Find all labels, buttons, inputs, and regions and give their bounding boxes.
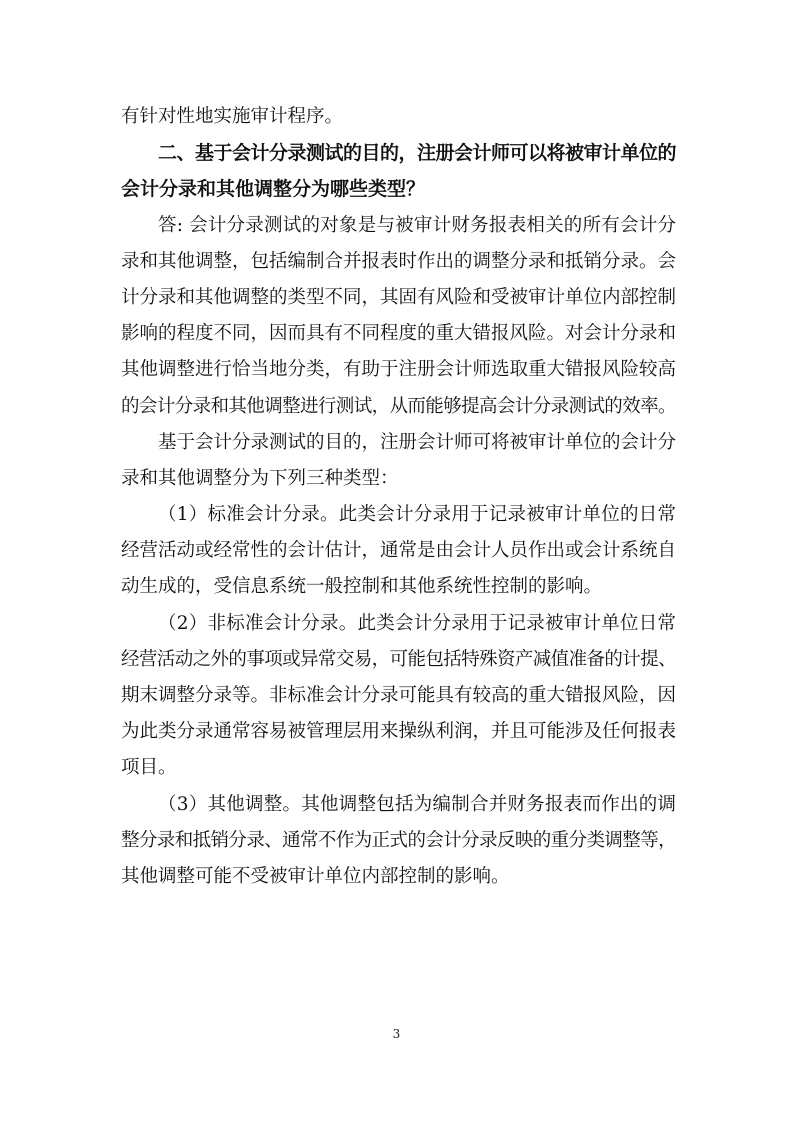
text-line: 经营活动或经常性的会计估计，通常是由会计人员作出或会计系统自: [121, 540, 677, 562]
text-line: 有针对性地实施审计程序。: [121, 106, 344, 127]
text-line: （3）其他调整。其他调整包括为编制合并财务报表而作出的调: [158, 793, 676, 815]
text-line: 录和其他调整分为下列三种类型：: [121, 467, 399, 489]
continuation-paragraph: [121, 99, 676, 135]
text-line: 其他调整进行恰当地分类，有助于注册会计师选取重大错报风险较高: [121, 359, 677, 381]
type-3-paragraph: [121, 787, 676, 896]
text-line: 为此类分录通常容易被管理层用来操纵利润，并且可能涉及任何报表: [121, 721, 677, 743]
page-content: [121, 99, 676, 895]
type-2-paragraph: [121, 606, 676, 787]
heading-line: 二、基于会计分录测试的目的，注册会计师可以将被审计单位的: [158, 142, 677, 165]
section-heading: [121, 135, 676, 207]
type-1-paragraph: [121, 497, 676, 606]
text-line: （1）标准会计分录。此类会计分录用于记录被审计单位的日常: [158, 504, 676, 526]
heading-line: 会计分录和其他调整分为哪些类型？: [121, 178, 426, 201]
text-line: 答: 会计分录测试的对象是与被审计财务报表相关的所有会计分: [158, 214, 676, 236]
text-line: 计分录和其他调整的类型不同，其固有风险和受被审计单位内部控制: [121, 286, 677, 308]
text-line: 项目。: [121, 757, 177, 779]
text-line: 录和其他调整，包括编制合并报表时作出的调整分录和抵销分录。会: [121, 250, 677, 272]
text-line: 期末调整分录等。非标准会计分录可能具有较高的重大错报风险，因: [121, 685, 677, 706]
intro-paragraph: [121, 425, 676, 497]
text-line: 影响的程度不同，因而具有不同程度的重大错报风险。对会计分录和: [121, 323, 677, 345]
text-line: 的会计分录和其他调整进行测试，从而能够提高会计分录测试的效率。: [121, 395, 676, 417]
text-line: 其他调整可能不受被审计单位内部控制的影响。: [121, 865, 510, 887]
text-line: （2）非标准会计分录。此类会计分录用于记录被审计单位日常: [158, 612, 676, 634]
page-number: 3: [392, 1027, 401, 1041]
answer-paragraph: [121, 208, 676, 425]
text-line: 经营活动之外的事项或异常交易，可能包括特殊资产减值准备的计提、: [121, 648, 676, 670]
text-line: 动生成的，受信息系统一般控制和其他系统性控制的影响。: [121, 576, 603, 598]
text-line: 基于会计分录测试的目的，注册会计师可将被审计单位的会计分: [158, 431, 677, 453]
text-line: 整分录和抵销分录、通常不作为正式的会计分录反映的重分类调整等，: [121, 829, 676, 851]
